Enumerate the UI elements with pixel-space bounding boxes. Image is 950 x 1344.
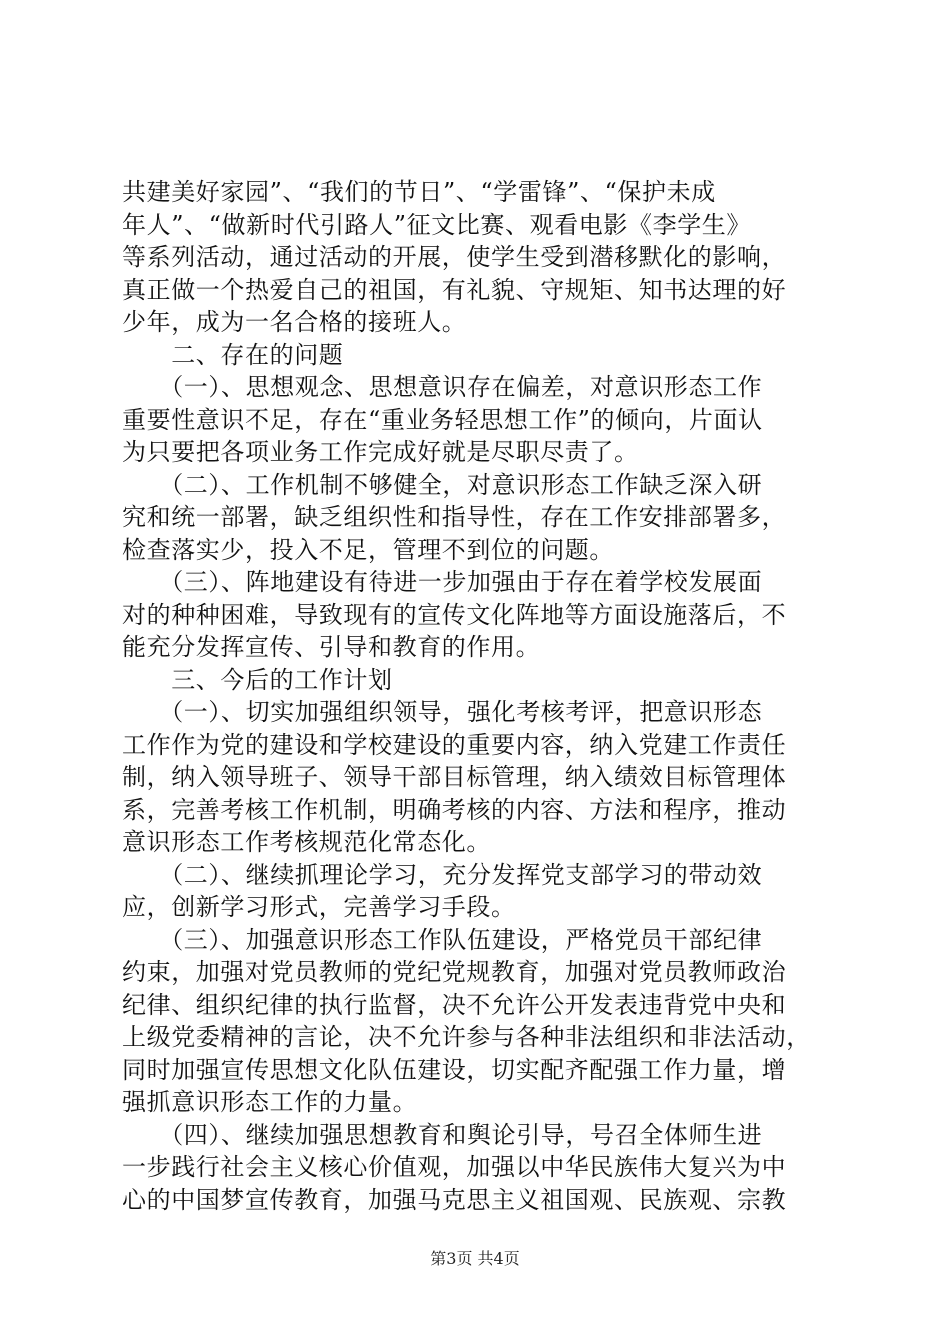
text-line: 等系列活动，通过活动的开展，使学生受到潜移默化的影响， (122, 243, 787, 271)
section-heading: 三、今后的工作计划 (122, 665, 393, 694)
text-line: （三）、阵地建设有待进一步加强由于存在着学校发展面 (122, 568, 763, 596)
text-line: 制，纳入领导班子、领导干部目标管理，纳入绩效目标管理体 (122, 763, 787, 791)
text-line: 究和统一部署，缺乏组织性和指导性，存在工作安排部署多， (122, 503, 787, 531)
text-line: （一）、切实加强组织领导，强化考核考评，把意识形态 (122, 698, 763, 726)
text-line: 约束，加强对党员教师的党纪党规教育，加强对党员教师政治 (122, 958, 787, 986)
text-line: （三）、加强意识形态工作队伍建设，严格党员干部纪律 (122, 925, 763, 954)
section-heading: 二、存在的问题 (122, 340, 344, 369)
text-line: 检查落实少，投入不足，管理不到位的问题。 (122, 535, 614, 564)
text-line: 上级党委精神的言论，决不允许参与各种非法组织和非法活动， (122, 1023, 811, 1051)
text-line: 少年，成为一名合格的接班人。 (122, 308, 467, 336)
text-line: 能充分发挥宣传、引导和教育的作用。 (122, 633, 541, 661)
text-line: （四）、继续加强思想教育和舆论引导，号召全体师生进 (122, 1120, 763, 1149)
text-line: 一步践行社会主义核心价值观，加强以中华民族伟大复兴为中 (122, 1153, 787, 1181)
text-line: 心的中国梦宣传教育，加强马克思主义祖国观、民族观、宗教 (122, 1185, 787, 1214)
text-line: 真正做一个热爱自己的祖国，有礼貌、守规矩、知书达理的好 (122, 275, 787, 304)
text-line: 为只要把各项业务工作完成好就是尽职尽责了。 (122, 438, 639, 466)
text-line: 重要性意识不足，存在“重业务轻思想工作”的倾向，片面认 (122, 405, 763, 434)
text-line: 系，完善考核工作机制，明确考核的内容、方法和程序，推动 (122, 795, 787, 824)
text-line: 意识形态工作考核规范化常态化。 (122, 828, 491, 856)
text-line: 纪律、组织纪律的执行监督，决不允许公开发表违背党中央和 (122, 990, 787, 1019)
text-line: 应，创新学习形式，完善学习手段。 (122, 893, 516, 921)
text-line: 工作作为党的建设和学校建设的重要内容，纳入党建工作责任 (122, 730, 787, 759)
page-number-footer: 第3页 共4页 (430, 1249, 520, 1268)
document-body (122, 176, 842, 1216)
text-line: 对的种种困难，导致现有的宣传文化阵地等方面设施落后，不 (122, 600, 787, 629)
text-line: （一）、思想观念、思想意识存在偏差，对意识形态工作 (122, 373, 763, 401)
text-line: （二）、工作机制不够健全，对意识形态工作缺乏深入研 (122, 470, 763, 499)
text-line: 同时加强宣传思想文化队伍建设，切实配齐配强工作力量，增 (122, 1055, 787, 1084)
text-line: （二）、继续抓理论学习，充分发挥党支部学习的带动效 (122, 860, 763, 889)
text-line: 共建美好家园”、“我们的节日”、“学雷锋”、“保护未成 (122, 178, 716, 206)
text-line: 年人”、“做新时代引路人”征文比赛、观看电影《李学生》 (122, 210, 752, 239)
text-line: 强抓意识形态工作的力量。 (122, 1088, 418, 1116)
